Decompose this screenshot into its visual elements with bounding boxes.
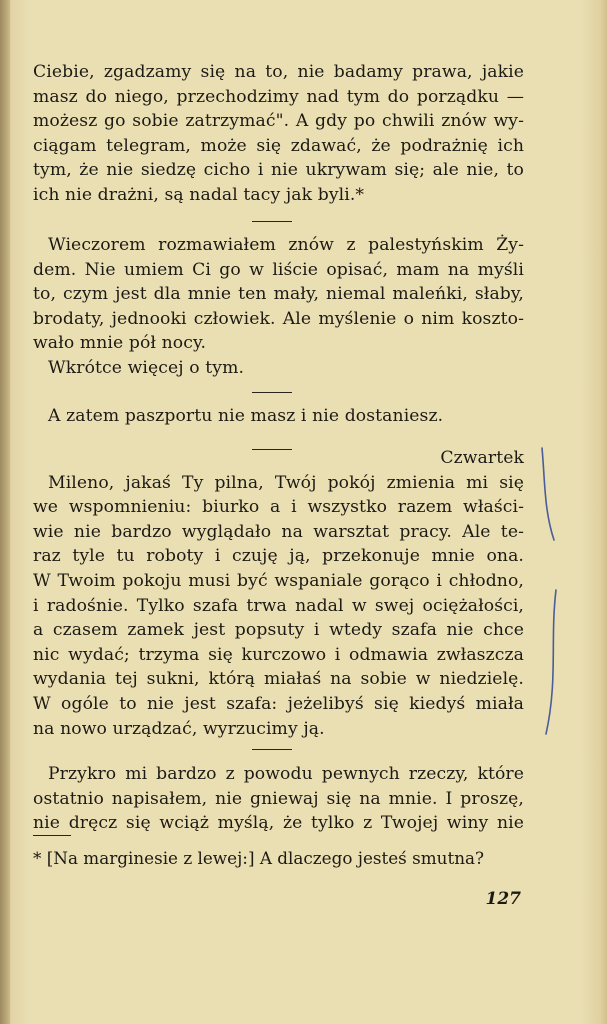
text-line: nic wydać; trzyma się kurczowo i odmawia zwłaszcza xyxy=(33,644,524,665)
pencil-margin-mark xyxy=(536,440,566,750)
section-separator xyxy=(252,392,292,393)
text-line: na nowo urządzać, wyrzucimy ją. xyxy=(33,718,325,739)
paragraph-2 xyxy=(33,233,524,381)
paragraph-6 xyxy=(33,762,524,836)
section-separator xyxy=(252,221,292,222)
text-line: wydania tej sukni, którą miałaś na sobie w niedzielę. xyxy=(33,669,524,690)
text-line: wie nie bardzo wyglądało na warsztat pracy. Ale te- xyxy=(33,521,524,542)
text-line: tym, że nie siedzę cicho i nie ukrywam się; ale nie, to xyxy=(33,160,524,181)
letter-paragraph xyxy=(33,446,524,741)
text-line: we wspomnieniu: biurko a i wszystko razem właści- xyxy=(33,497,524,518)
footnote: * [Na marginesie z lewej:] A dlaczego jesteś smutna? xyxy=(33,848,485,868)
text-line: i radośnie. Tylko szafa trwa nadal w swej ociężałości, xyxy=(33,595,524,616)
text-line: ciągam telegram, może się zdawać, że podrażnię ich xyxy=(33,135,524,156)
text-line: masz do niego, przechodzimy nad tym do porządku — xyxy=(33,86,524,107)
text-line: Przykro mi bardzo z powodu pewnych rzeczy, które xyxy=(48,764,524,784)
paragraph-4 xyxy=(33,404,524,429)
paragraph-1 xyxy=(33,60,524,208)
section-separator xyxy=(252,749,292,750)
footnote-rule xyxy=(33,835,71,836)
text-line: brodaty, jednooki człowiek. Ale myślenie o nim koszto- xyxy=(33,308,524,329)
text-line: dem. Nie umiem Ci go w liście opisać, mam na myśli xyxy=(33,259,524,280)
text-line: Mileno, jakaś Ty pilna, Twój pokój zmienia mi się xyxy=(48,472,524,493)
text-line: możesz go sobie zatrzymać". A gdy po chwili znów wy- xyxy=(33,111,524,132)
page-number: 127 xyxy=(485,889,521,909)
text-line: W ogóle to nie jest szafa: jeżelibyś się kiedyś miała xyxy=(33,693,524,714)
text-line: wało mnie pół nocy. xyxy=(33,333,207,354)
text-line: raz tyle tu roboty i czuję ją, przekonuje mnie ona. xyxy=(33,546,524,567)
text-line: A zatem paszportu nie masz i nie dostaniesz. xyxy=(48,406,444,426)
text-line: ich nie drażni, są nadal tacy jak byli.* xyxy=(33,184,365,205)
text-line: a czasem zamek jest popsuty i wtedy szafa nie chce xyxy=(33,620,524,641)
text-line: ostatnio napisałem, nie gniewaj się na mnie. I proszę, xyxy=(33,788,524,809)
text-line: Ciebie, zgadzamy się na to, nie badamy prawa, jakie xyxy=(33,62,524,82)
text-line: W Twoim pokoju musi być wspaniale gorąco i chłodno, xyxy=(33,570,524,591)
dateline: Czwartek xyxy=(440,448,524,468)
text-line: nie dręcz się wciąż myślą, że tylko z Twojej winy nie xyxy=(33,813,524,834)
text-line: Wieczorem rozmawiałem znów z palestyńskim Ży- xyxy=(48,235,524,255)
text-line: Wkrótce więcej o tym. xyxy=(48,357,245,378)
book-spine-shadow xyxy=(0,0,10,1024)
text-line: to, czym jest dla mnie ten mały, niemal maleńki, słaby, xyxy=(33,284,524,305)
